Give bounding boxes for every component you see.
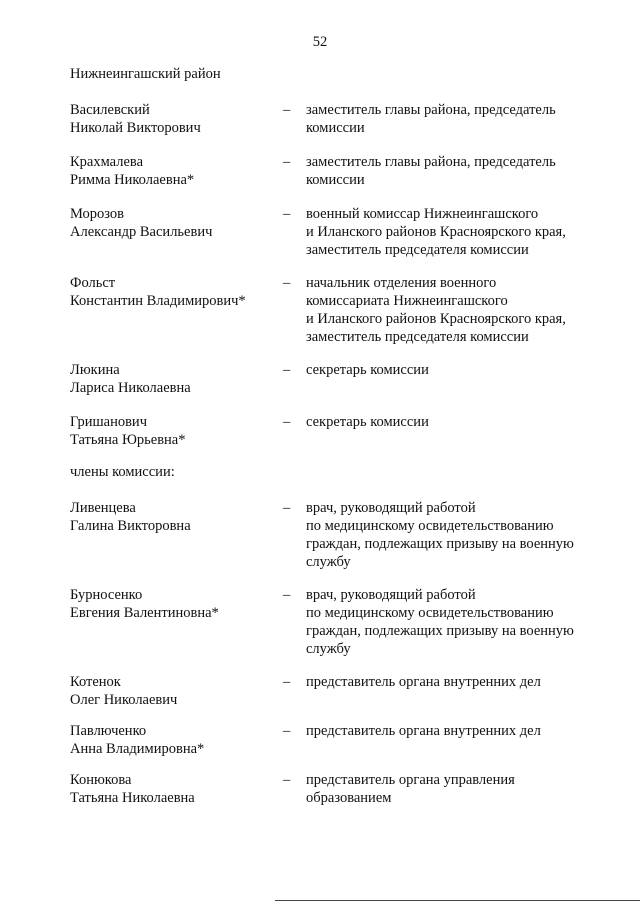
dash: – xyxy=(283,587,291,603)
surname: Конюкова xyxy=(70,772,132,788)
member-name xyxy=(70,361,270,397)
role-line: военный комиссар Нижнеингашского xyxy=(306,206,539,222)
dash: – xyxy=(283,414,291,430)
dash: – xyxy=(283,723,291,739)
member-role xyxy=(306,361,606,379)
role-line: представитель органа внутренних дел xyxy=(306,723,541,739)
role-line: врач, руководящий работой xyxy=(306,587,476,603)
role-line: комиссии xyxy=(306,120,365,136)
role-line: секретарь комиссии xyxy=(306,414,429,430)
given-names: Татьяна Юрьевна* xyxy=(70,432,186,448)
role-line: заместитель главы района, председатель xyxy=(306,154,556,170)
member-role xyxy=(306,499,606,571)
surname: Котенок xyxy=(70,674,121,690)
member-name xyxy=(70,153,270,189)
dash: – xyxy=(283,206,291,222)
dash: – xyxy=(283,500,291,516)
given-names: Николай Викторович xyxy=(70,120,201,136)
given-names: Римма Николаевна* xyxy=(70,172,195,188)
given-names: Галина Викторовна xyxy=(70,518,191,534)
surname: Гришанович xyxy=(70,414,147,430)
member-name xyxy=(70,586,270,622)
role-line: заместитель председателя комиссии xyxy=(306,242,529,258)
member-role xyxy=(306,413,606,431)
member-role xyxy=(306,153,606,189)
member-name xyxy=(70,771,270,807)
dash: – xyxy=(283,362,291,378)
surname: Люкина xyxy=(70,362,120,378)
member-role xyxy=(306,101,606,137)
role-line: образованием xyxy=(306,790,392,806)
member-role xyxy=(306,771,606,807)
role-line: граждан, подлежащих призыву на военную xyxy=(306,536,574,552)
dash: – xyxy=(283,674,291,690)
given-names: Александр Васильевич xyxy=(70,224,213,240)
role-line: начальник отделения военного xyxy=(306,275,497,291)
given-names: Лариса Николаевна xyxy=(70,380,191,396)
member-name xyxy=(70,722,270,758)
surname: Ливенцева xyxy=(70,500,136,516)
role-line: комиссии xyxy=(306,172,365,188)
role-line: комиссариата Нижнеингашского xyxy=(306,293,508,309)
member-role xyxy=(306,673,606,691)
member-role xyxy=(306,274,606,346)
role-line: службу xyxy=(306,554,351,570)
member-role xyxy=(306,586,606,658)
role-line: врач, руководящий работой xyxy=(306,500,476,516)
surname: Морозов xyxy=(70,206,125,222)
role-line: службу xyxy=(306,641,351,657)
role-line: граждан, подлежащих призыву на военную xyxy=(306,623,574,639)
surname: Бурносенко xyxy=(70,587,143,603)
given-names: Константин Владимирович* xyxy=(70,293,246,309)
dash: – xyxy=(283,102,291,118)
role-line: секретарь комиссии xyxy=(306,362,429,378)
surname: Крахмалева xyxy=(70,154,144,170)
member-role xyxy=(306,722,606,740)
role-line: по медицинскому освидетельствованию xyxy=(306,605,554,621)
member-name xyxy=(70,101,270,137)
dash: – xyxy=(283,154,291,170)
role-line: по медицинскому освидетельствованию xyxy=(306,518,554,534)
role-line: заместитель председателя комиссии xyxy=(306,329,529,345)
page-number: 52 xyxy=(312,34,328,50)
member-name xyxy=(70,205,270,241)
surname: Павлюченко xyxy=(70,723,147,739)
given-names: Татьяна Николаевна xyxy=(70,790,195,806)
role-line: представитель органа управления xyxy=(306,772,515,788)
role-line: и Иланского районов Красноярского края, xyxy=(306,224,566,240)
dash: – xyxy=(283,772,291,788)
role-line: и Иланского районов Красноярского края, xyxy=(306,311,566,327)
district-heading: Нижнеингашский район xyxy=(70,66,221,82)
role-line: заместитель главы района, председатель xyxy=(306,102,556,118)
given-names: Анна Владимировна* xyxy=(70,741,205,757)
members-heading: члены комиссии: xyxy=(70,464,175,480)
footer-rule xyxy=(275,900,640,901)
role-line: представитель органа внутренних дел xyxy=(306,674,541,690)
surname: Василевский xyxy=(70,102,150,118)
member-name xyxy=(70,274,270,310)
member-name xyxy=(70,499,270,535)
member-role xyxy=(306,205,606,259)
given-names: Олег Николаевич xyxy=(70,692,178,708)
member-name xyxy=(70,413,270,449)
dash: – xyxy=(283,275,291,291)
member-name xyxy=(70,673,270,709)
given-names: Евгения Валентиновна* xyxy=(70,605,219,621)
surname: Фольст xyxy=(70,275,116,291)
